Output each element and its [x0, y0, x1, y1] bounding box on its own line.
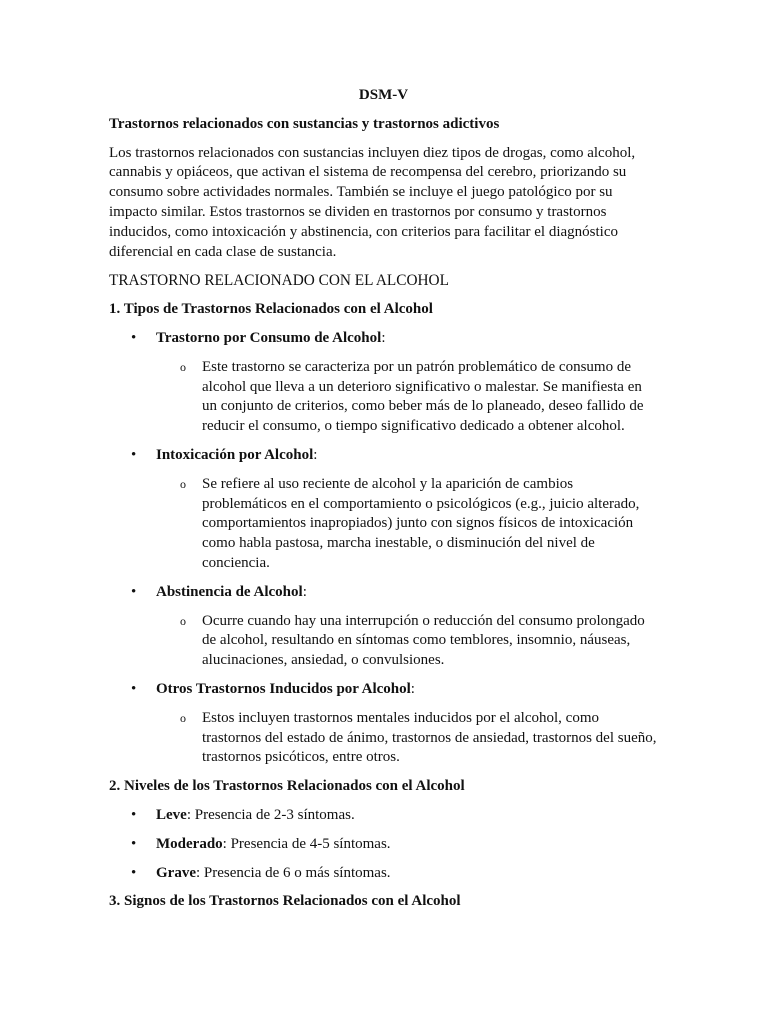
sublist	[156, 709, 658, 768]
bullet-icon: •	[131, 835, 137, 852]
item-detail: Se refiere al uso reciente de alcohol y la aparición de cambios problemáticos en el comportamiento o psicológicos (e.g., juicio alterado, comportamientos inapropiados) junto con signos físicos de intoxicación como habla pastosa, marcha inestable, o disminución del nivel de conciencia.	[202, 475, 640, 571]
item-text: : Presencia de 6 o más síntomas.	[195, 864, 391, 881]
item-term: Intoxicación por Alcohol	[156, 446, 314, 463]
item-detail: Ocurre cuando hay una interrupción o reducción del consumo prolongado de alcohol, resultando en síntomas como temblores, insomnio, náuseas, alucinaciones, ansiedad, o convulsiones.	[202, 612, 645, 669]
item-term: Grave	[156, 864, 196, 881]
item-term: Trastorno por Consumo de Alcohol	[156, 329, 382, 346]
list-item	[109, 446, 658, 574]
list-item	[109, 806, 658, 826]
item-text: : Presencia de 4-5 síntomas.	[222, 835, 391, 852]
bullet-icon: •	[131, 329, 137, 346]
list-item	[109, 583, 658, 671]
item-term: Leve	[156, 806, 187, 823]
sublist	[156, 358, 658, 437]
item-detail: Estos incluyen trastornos mentales inducidos por el alcohol, como trastornos del estado de ánimo, trastornos de ansiedad, trastornos del sueño, trastornos psicóticos, entre otros.	[202, 709, 657, 766]
item-suffix: :	[381, 329, 386, 346]
item-term: Moderado	[156, 835, 223, 852]
item-suffix: :	[313, 446, 318, 463]
item-suffix: :	[302, 583, 307, 600]
list-item	[109, 680, 658, 768]
document-subtitle: Trastornos relacionados con sustancias y trastornos adictivos	[109, 115, 500, 132]
list-item	[109, 864, 658, 884]
sublist-item	[156, 709, 658, 768]
bullet-icon: •	[131, 583, 137, 600]
section2-heading: 2. Niveles de los Trastornos Relacionados con el Alcohol	[109, 778, 465, 795]
intro-paragraph: Los trastornos relacionados con sustancias incluyen diez tipos de drogas, como alcohol, cannabis y opiáceos, que activan el sistema de recompensa del cerebro, priorizando su consumo sobre actividades normales. También se incluye el juego patológico por su impacto similar. Estos trastornos se dividen en trastornos por consumo y trastornos inducidos, como intoxicación y abstinencia, con criterios para facilitar el diagnóstico diferencial en cada clase de sustancia.	[109, 144, 636, 260]
section2-list	[109, 806, 658, 883]
list-item	[109, 835, 658, 855]
section-heading: TRASTORNO RELACIONADO CON EL ALCOHOL	[109, 272, 449, 290]
section1-list	[109, 329, 658, 768]
sublist-item	[156, 612, 658, 671]
circle-bullet-icon: o	[180, 710, 186, 725]
bullet-icon: •	[131, 680, 137, 697]
bullet-icon: •	[131, 806, 137, 823]
bullet-icon: •	[131, 446, 137, 463]
circle-bullet-icon: o	[180, 476, 186, 491]
section3-heading: 3. Signos de los Trastornos Relacionados con el Alcohol	[109, 893, 461, 910]
item-term: Otros Trastornos Inducidos por Alcohol	[156, 680, 411, 697]
circle-bullet-icon: o	[180, 613, 186, 628]
sublist	[156, 475, 658, 574]
item-text: : Presencia de 2-3 síntomas.	[186, 806, 355, 823]
section1-heading: 1. Tipos de Trastornos Relacionados con el Alcohol	[109, 301, 433, 318]
item-suffix: :	[410, 680, 415, 697]
sublist-item	[156, 358, 658, 437]
sublist-item	[156, 475, 658, 574]
list-item	[109, 329, 658, 437]
sublist	[156, 612, 658, 671]
item-term: Abstinencia de Alcohol	[156, 583, 303, 600]
bullet-icon: •	[131, 864, 137, 881]
item-detail: Este trastorno se caracteriza por un patrón problemático de consumo de alcohol que lleva a un deterioro significativo o malestar. Se manifiesta en un conjunto de criterios, como beber más de lo planeado, deseo fallido de reducir el consumo, o tiempo significativo dedicado a obtener alcohol.	[202, 358, 644, 435]
circle-bullet-icon: o	[180, 359, 186, 374]
document-title: DSM-V	[358, 87, 409, 103]
